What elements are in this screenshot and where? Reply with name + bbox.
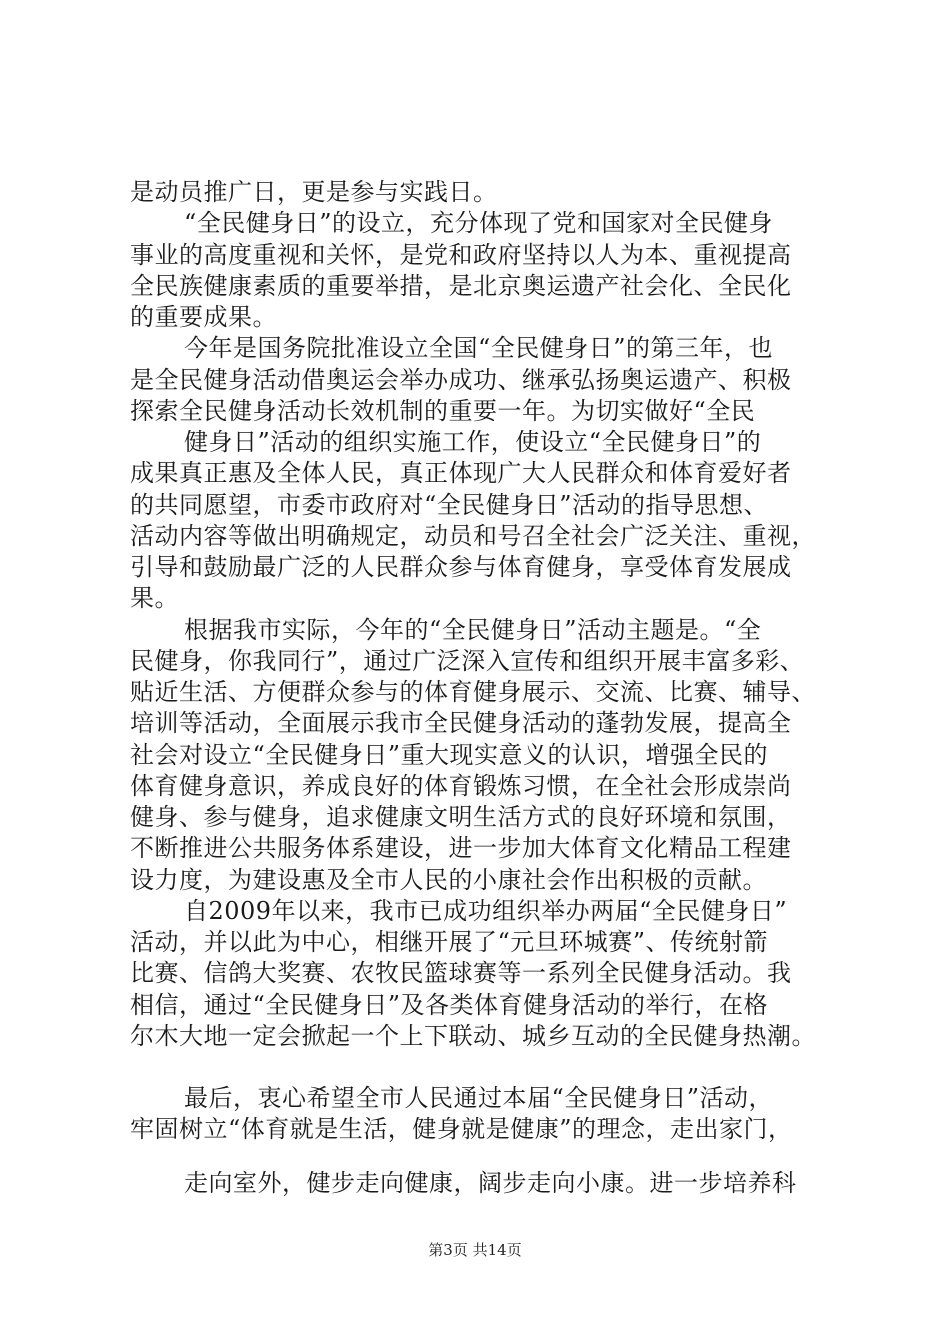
page-footer: 第3页 共14页 (428, 1241, 522, 1259)
text-line: 体育健身意识，养成良好的体育锻炼习惯，在全社会形成崇尚 (130, 772, 792, 800)
text-line: 民健身，你我同行”，通过广泛深入宣传和组织开展丰富多彩、 (130, 647, 805, 675)
text-line: 社会对设立“全民健身日”重大现实意义的认识，增强全民的 (130, 741, 769, 769)
text-line: 培训等活动，全面展示我市全民健身活动的蓬勃发展，提高全 (130, 709, 792, 737)
text-line: 最后，衷心希望全市人民通过本届“全民健身日”活动， (184, 1084, 774, 1112)
text-line: 比赛、信鸽大奖赛、农牧民篮球赛等一系列全民健身活动。我 (130, 959, 792, 987)
text-line: “全民健身日”的设立，充分体现了党和国家对全民健身 (184, 209, 774, 237)
text-line: 健身日”活动的组织实施工作，使设立“全民健身日”的 (184, 428, 762, 456)
text-line: 是全民健身活动借奥运会举办成功、继承弘扬奥运遗产、积极 (130, 366, 792, 394)
text-line: 贴近生活、方便群众参与的体育健身展示、交流、比赛、辅导、 (130, 678, 816, 706)
text-line: 事业的高度重视和关怀，是党和政府坚持以人为本、重视提高 (130, 241, 792, 269)
text-line: 果。 (130, 584, 179, 612)
text-line: 不断推进公共服务体系建设，进一步加大体育文化精品工程建 (130, 834, 792, 862)
text-line: 是动员推广日，更是参与实践日。 (130, 178, 498, 206)
text-line: 相信，通过“全民健身日”及各类体育健身活动的举行，在格 (130, 991, 769, 1019)
text-line: 尔木大地一定会掀起一个上下联动、城乡互动的全民健身热潮。 (130, 1022, 816, 1050)
text-line: 全民族健康素质的重要举措，是北京奥运遗产社会化、全民化 (130, 272, 792, 300)
text-line: 自2009年以来，我市已成功组织举办两届“全民健身日” (184, 897, 788, 925)
text-line: 活动内容等做出明确规定，动员和号召全社会广泛关注、重视， (130, 522, 816, 550)
text-line: 今年是国务院批准设立全国“全民健身日”的第三年，也 (184, 334, 774, 362)
text-line: 成果真正惠及全体人民，真正体现广大人民群众和体育爱好者 (130, 459, 792, 487)
text-line: 牢固树立“体育就是生活，健身就是健康”的理念，走出家门， (130, 1115, 793, 1143)
text-line: 的共同愿望，市委市政府对“全民健身日”活动的指导思想、 (130, 491, 769, 519)
text-line: 健身、参与健身，追求健康文明生活方式的良好环境和氛围， (130, 803, 792, 831)
text-line: 探索全民健身活动长效机制的重要一年。为切实做好“全民 (130, 397, 756, 425)
text-line: 引导和鼓励最广泛的人民群众参与体育健身，享受体育发展成 (130, 553, 792, 581)
text-line: 活动，并以此为中心，相继开展了“元旦环城赛”、传统射箭 (130, 928, 769, 956)
text-line: 设力度，为建设惠及全市人民的小康社会作出积极的贡献。 (130, 866, 767, 894)
text-line: 的重要成果。 (130, 303, 277, 331)
text-line: 走向室外，健步走向健康，阔步走向小康。进一步培养科 (184, 1169, 797, 1197)
text-line: 根据我市实际，今年的“全民健身日”活动主题是。“全 (184, 616, 762, 644)
